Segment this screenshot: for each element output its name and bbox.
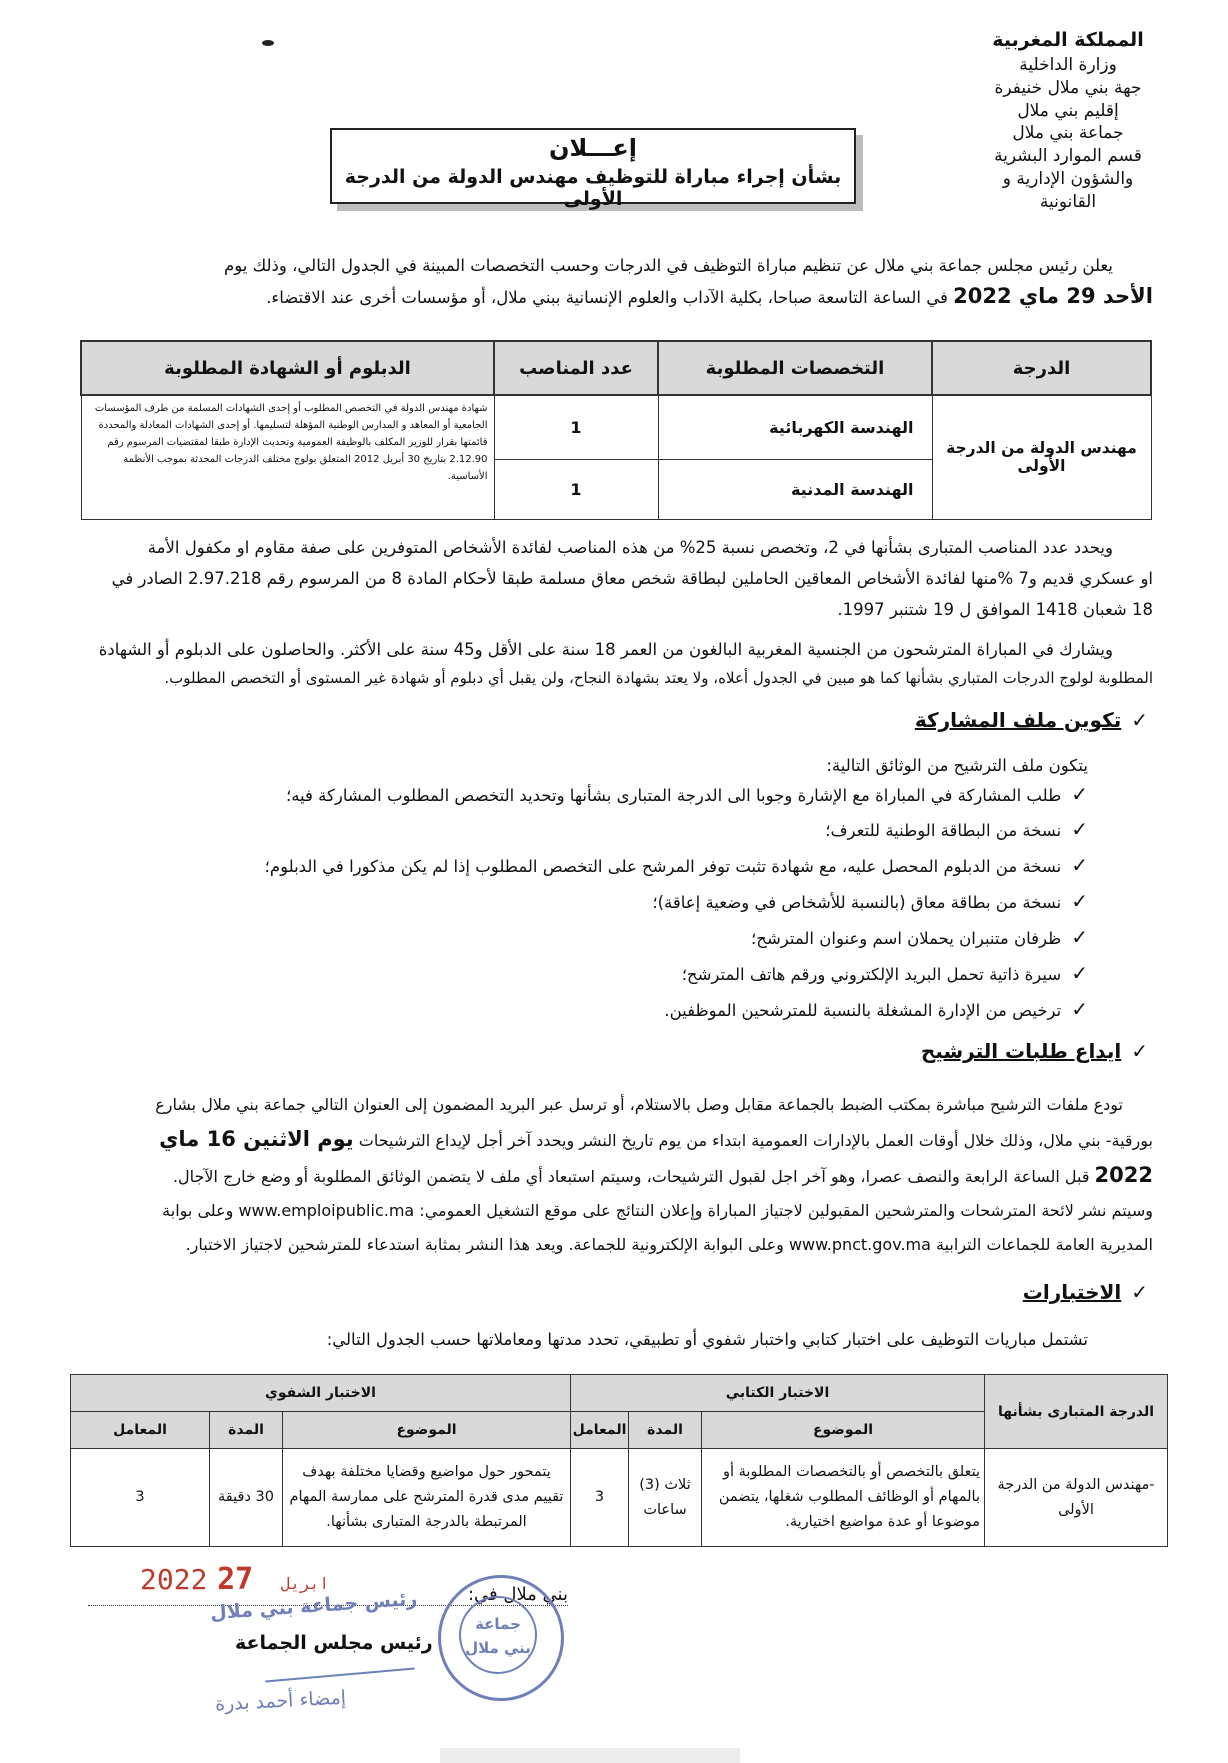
title-sub: بشأن إجراء مباراة للتوظيف مهندس الدولة من الدرجة الأولى: [344, 166, 842, 210]
grade-cell: -مهندس الدولة من الدرجة الأولى: [985, 1449, 1168, 1547]
section3-intro: تشتمل مباريات التوظيف على اختبار كتابي واختبار شفوي أو تطبيقي، تحدد مدتها ومعاملاتها حسب الجدول التالي:: [326, 1330, 1088, 1349]
positions-paragraph: [75, 532, 1153, 625]
section-participation-file: [915, 708, 1148, 732]
col-oral-subject: الموضوع: [283, 1412, 571, 1449]
positions-table: [80, 340, 1152, 520]
eligibility-paragraph: [75, 635, 1153, 693]
specialty-cell: الهندسة الكهربائية: [658, 395, 932, 459]
section-applications: [921, 1039, 1148, 1063]
count-cell: 1: [494, 459, 658, 519]
col-oral-coef: المعامل: [71, 1412, 210, 1449]
header-line: جهة بني ملال خنيفرة: [994, 77, 1142, 98]
checkmark-icon: ✓: [1071, 997, 1088, 1021]
exams-table: [70, 1374, 1168, 1547]
count-cell: 1: [494, 395, 658, 459]
list-item: ✓سيرة ذاتية تحمل البريد الإلكتروني ورقم هاتف المترشح؛: [681, 961, 1088, 985]
documents-list: [88, 782, 1088, 1042]
para2-line: ويحدد عدد المناصب المتبارى بشأنها في 2، وتخصص نسبة 25% من هذه المناصب لفائدة الأشخاص المتوفرين على صفة مقاوم او مكفول الأمة: [147, 538, 1113, 557]
header-line: جماعة بني ملال: [1012, 123, 1124, 144]
section-exams: [1023, 1280, 1148, 1304]
checkmark-icon: ✓: [1071, 817, 1088, 841]
list-item: ✓ترخيص من الإدارة المشغلة بالنسبة للمترشحين الموظفين.: [664, 997, 1088, 1021]
written-coef-cell: 3: [571, 1449, 629, 1547]
kingdom-label: المملكة المغربية: [992, 29, 1144, 51]
intro-line2: [75, 281, 1153, 313]
header-line: إقليم بني ملال: [1017, 100, 1119, 121]
stamp-center: جماعة بني ملال: [459, 1596, 537, 1674]
applications-paragraph: [75, 1088, 1153, 1262]
para-line: 2022 قبل الساعة الرابعة والنصف عصرا، وهو آخر اجل لقبول الترشيحات، وسيتم استبعاد أي ملف لا يتضمن الوثائق المطلوبة أو وضع خارج الآجال.: [172, 1163, 1153, 1187]
col-diploma: الدبلوم أو الشهادة المطلوبة: [81, 341, 494, 395]
intro-line1: يعلن رئيس مجلس جماعة بني ملال عن تنظيم مباراة التوظيف في الدرجات وحسب التخصصات المبينة في الجدول التالي، وذلك يوم: [224, 256, 1113, 275]
signature-role: رئيس مجلس الجماعة: [235, 1632, 433, 1654]
para2-line: او عسكري قديم و7 %منها لفائدة الأشخاص المعاقين الحاملين لبطاقة شخص معاق مسلمة طبقا لأحكام المادة 8 من المرسوم رقم 2.97.218 الصادر في: [111, 569, 1153, 588]
grade-cell: مهندس الدولة من الدرجة الأولى: [932, 395, 1151, 519]
list-item: ✓نسخة من بطاقة معاق (بالنسبة للأشخاص في وضعية إعاقة)؛: [652, 889, 1088, 913]
col-grade: الدرجة المتبارى بشأنها: [985, 1375, 1168, 1449]
col-written-duration: المدة: [629, 1412, 702, 1449]
section1-intro: يتكون ملف الترشيح من الوثائق التالية:: [826, 756, 1088, 775]
col-written-coef: المعامل: [571, 1412, 629, 1449]
para-line: وسيتم نشر لائحة المترشحات والمترشحين المقبولين لاجتياز المباراة وإعلان النتائج على موقع التشغيل العمومي: www.emploipublic.ma وعلى بوابة: [162, 1201, 1153, 1220]
handwritten-date: 2022 ابريل 27: [140, 1562, 330, 1597]
checkmark-icon: ✓: [1071, 853, 1088, 877]
oral-coef-cell: 3: [71, 1449, 210, 1547]
written-subject-cell: يتعلق بالتخصص أو بالتخصصات المطلوبة أو بالمهام أو الوظائف المطلوب شغلها، يتضمن موضوعا أو عدة مواضيع اختيارية.: [702, 1449, 985, 1547]
para3-line: ويشارك في المباراة المترشحون من الجنسية المغربية البالغون من العمر 18 سنة على الأقل و45 سنة على الأكثر. والحاصلون على الدبلوم أو الشهادة: [98, 640, 1113, 659]
col-specialty: التخصصات المطلوبة: [658, 341, 932, 395]
written-duration-cell: ثلاث (3) ساعات: [629, 1449, 702, 1547]
signature-name: إمضاء أحمد بدرة: [214, 1686, 347, 1716]
col-oral: الاختبار الشفوي: [71, 1375, 571, 1412]
signature-title-stamp: رئيس جماعة بني ملال: [209, 1587, 418, 1625]
signature-place: بني ملال في:: [467, 1584, 568, 1605]
para-line: بورقية- بني ملال، وذلك خلال أوقات العمل بالإدارات العمومية ابتداء من يوم تاريخ النشر ويحدد آخر أجل لإيداع الترشيحات يوم الاثنين 16 ماي: [159, 1127, 1153, 1151]
checkmark-icon: ✓: [1131, 1039, 1148, 1063]
col-written-subject: الموضوع: [702, 1412, 985, 1449]
deadline-year: 2022: [1094, 1163, 1153, 1187]
checkmark-icon: ✓: [1071, 889, 1088, 913]
intro-paragraph: [75, 250, 1153, 313]
para2-line: 18 شعبان 1418 الموافق ل 19 شتنبر 1997.: [837, 600, 1153, 619]
diploma-cell: شهادة مهندس الدولة في التخصص المطلوب أو إحدى الشهادات المسلمة من طرف المؤسسات الجامعية أو المعاهد و المدارس الوطنية المؤهلة لتسليمها. أو إحدى الشهادات المعادلة والمحددة قائمتها بقرار للوزير المكلف بالوظيفة العمومية وتحديث الإدارة طبقا لمقتضيات المرسوم رقم 2.12.90 بتاريخ 30 أبريل 2012 المتعلق بولوج مختلف الدرجات المحدثة بموجب الأنظمة الأساسية.: [81, 395, 494, 519]
title-main: إعـــلان: [549, 134, 637, 162]
para-line: المديرية العامة للجماعات الترابية www.pnct.gov.ma وعلى البوابة الإلكترونية للجماعة. ويعد هذا النشر بمثابة استدعاء للمترشحين لاجتياز الاختبار.: [185, 1235, 1153, 1254]
title-box: [330, 128, 856, 210]
deadline-date: يوم الاثنين 16 ماي: [159, 1127, 354, 1151]
col-oral-duration: المدة: [210, 1412, 283, 1449]
list-item: ✓طلب المشاركة في المباراة مع الإشارة وجوبا الى الدرجة المتبارى بشأنها وتحديد التخصص المطلوب المشاركة فيه؛: [285, 782, 1088, 806]
ministry-header: [973, 28, 1163, 214]
list-item: ✓نسخة من الدبلوم المحصل عليه، مع شهادة تثبت توفر المرشح على التخصص المطلوب إذا لم يكن مذكورا في الدبلوم؛: [264, 853, 1088, 877]
checkmark-icon: ✓: [1131, 1280, 1148, 1304]
col-grade: الدرجة: [932, 341, 1151, 395]
section-title: تكوين ملف المشاركة: [914, 708, 1122, 732]
page-bottom-shadow: [440, 1748, 740, 1763]
header-line: والشؤون الإدارية و: [1002, 169, 1134, 190]
header-line: القانونية: [1039, 192, 1097, 213]
exam-date: الأحد 29 ماي 2022: [953, 284, 1153, 308]
checkmark-icon: ✓: [1071, 925, 1088, 949]
col-count: عدد المناصب: [494, 341, 658, 395]
oral-subject-cell: يتمحور حول مواضيع وقضايا مختلفة بهدف تقييم مدى قدرة المترشح على ممارسة المهام المرتبطة بالدرجة المتبارى بشأنها.: [283, 1449, 571, 1547]
list-item: ✓نسخة من البطاقة الوطنية للتعرف؛: [825, 817, 1088, 841]
checkmark-icon: ✓: [1071, 782, 1088, 806]
checkmark-icon: ✓: [1131, 708, 1148, 732]
signature-stroke: [265, 1667, 415, 1682]
section-title: ايداع طلبات الترشيح: [920, 1039, 1122, 1063]
section-title: الاختبارات: [1022, 1280, 1122, 1304]
para3-line: المطلوبة لولوج الدرجات المتباري بشأنها كما هو مبين في الجدول أعلاه، ولا يعتد بشهادة النجاح، ولن يقبل أي دبلوم أو شهادة غير المستوى أو التخصص المطلوب.: [164, 669, 1153, 687]
checkmark-icon: ✓: [1071, 961, 1088, 985]
header-line: وزارة الداخلية: [1019, 54, 1117, 75]
intro-line2-rest: في الساعة التاسعة صباحا، بكلية الآداب والعلوم الإنسانية ببني ملال، أو مؤسسات أخرى عند الاقتضاء.: [266, 288, 954, 307]
oral-duration-cell: 30 دقيقة: [210, 1449, 283, 1547]
header-line: قسم الموارد البشرية: [994, 146, 1142, 167]
col-written: الاختبار الكتابي: [571, 1375, 985, 1412]
list-item: ✓ظرفان متنبران يحملان اسم وعنوان المترشح؛: [751, 925, 1088, 949]
official-stamp: [438, 1575, 564, 1701]
para-line: تودع ملفات الترشيح مباشرة بمكتب الضبط بالجماعة مقابل وصل بالاستلام، أو ترسل عبر البريد المضمون إلى العنوان التالي جماعة بني ملال بشارع: [155, 1095, 1123, 1114]
fly-speck-icon: [262, 40, 274, 46]
specialty-cell: الهندسة المدنية: [658, 459, 932, 519]
